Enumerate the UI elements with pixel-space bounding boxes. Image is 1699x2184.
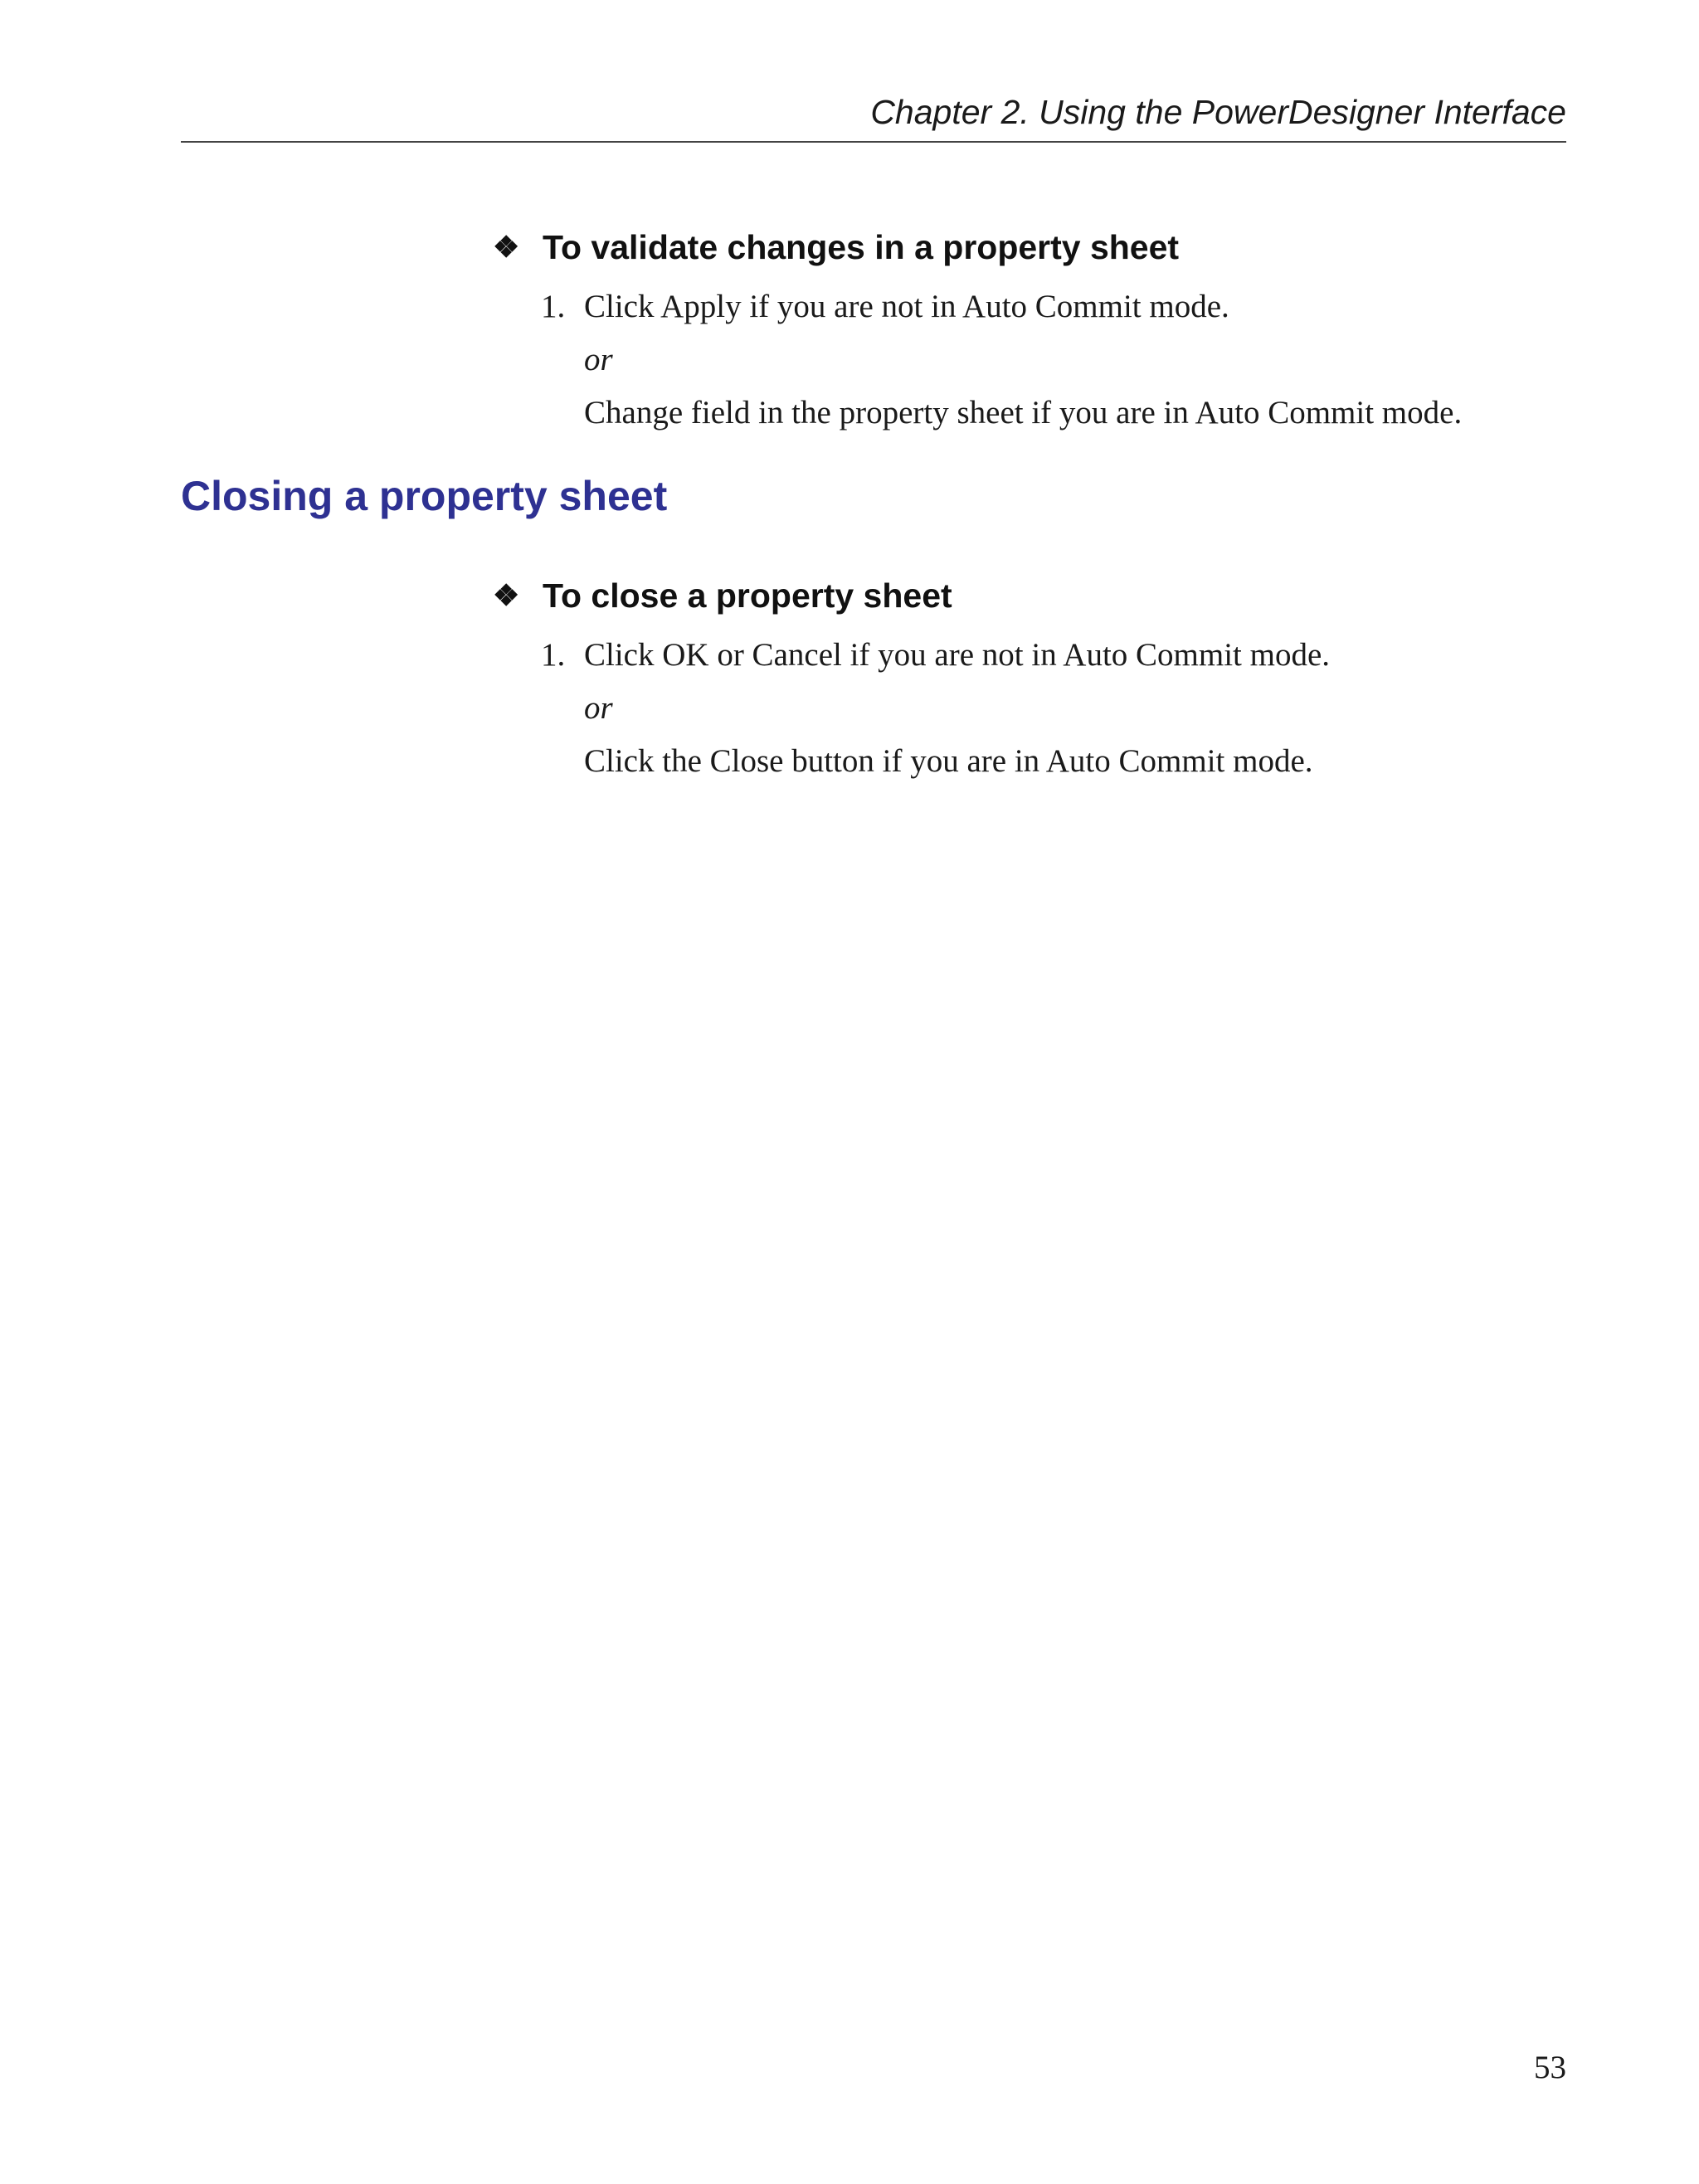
procedure-title: To close a property sheet — [543, 576, 952, 615]
step-text: Click OK or Cancel if you are not in Auto Commit mode. — [584, 637, 1331, 673]
page-number: 53 — [1534, 2050, 1566, 2085]
step-text: Click Apply if you are not in Auto Commit mode. — [584, 289, 1229, 324]
step-number: 1. — [541, 637, 566, 673]
or-text: or — [584, 342, 613, 377]
section-heading: Closing a property sheet — [181, 473, 668, 519]
procedure-heading-validate — [493, 226, 1179, 269]
or-text: or — [584, 690, 613, 726]
alternative-step-text: Click the Close button if you are in Auto Commit mode. — [584, 743, 1313, 779]
procedure-step — [541, 285, 1229, 328]
diamond-bullet-icon: ❖ — [493, 230, 520, 264]
diamond-bullet-icon: ❖ — [493, 578, 520, 612]
alternative-step-text: Change field in the property sheet if you are in Auto Commit mode. — [584, 395, 1463, 430]
running-header: Chapter 2. Using the PowerDesigner Interface — [870, 93, 1566, 131]
procedure-heading-close — [493, 574, 952, 617]
step-number: 1. — [541, 289, 566, 324]
procedure-title: To validate changes in a property sheet — [543, 228, 1180, 266]
procedure-step — [541, 634, 1330, 677]
header-rule — [181, 141, 1566, 143]
